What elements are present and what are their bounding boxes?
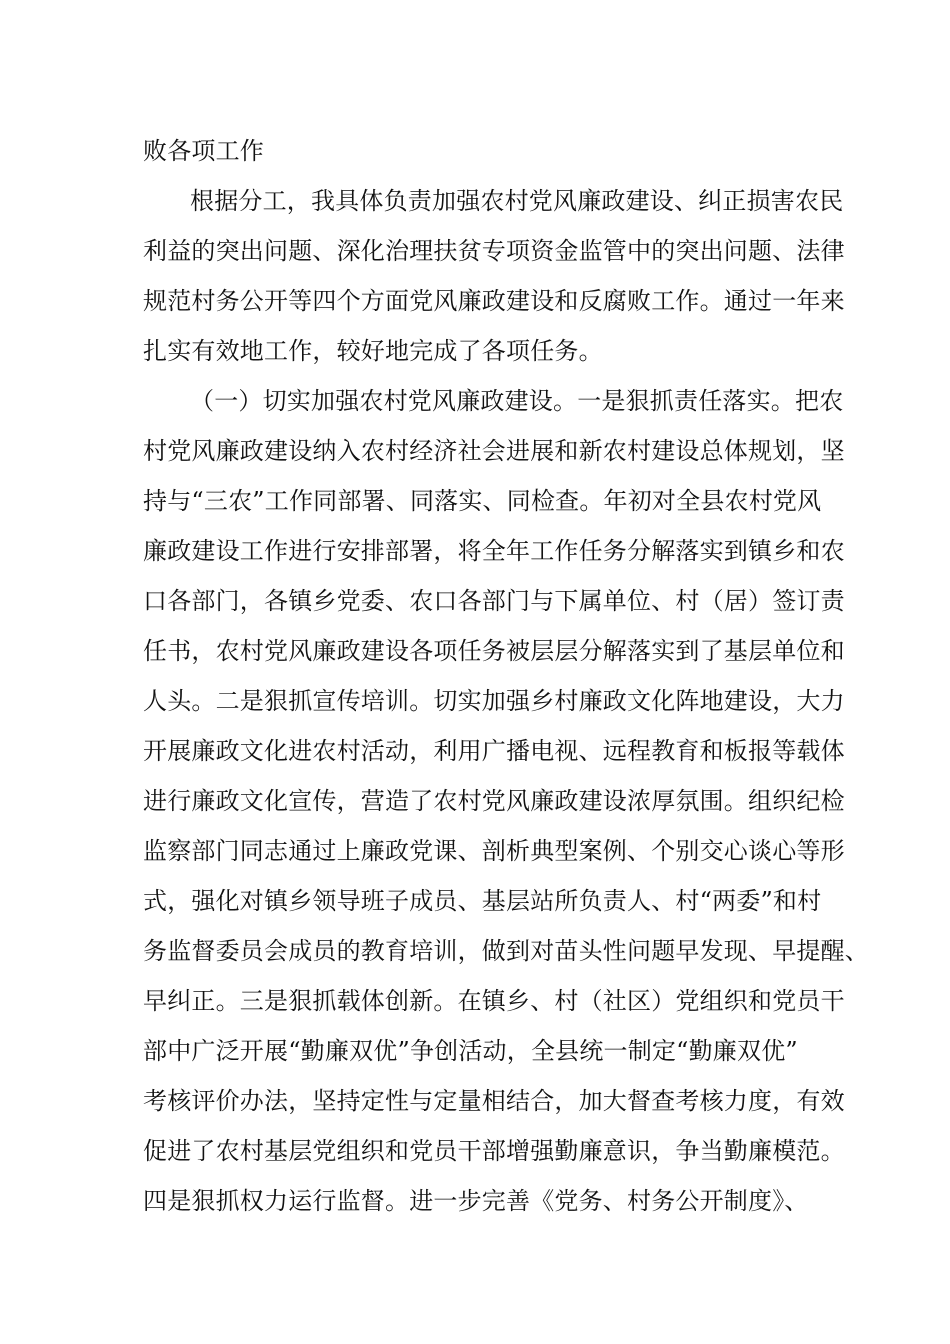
paragraph-1-line-3: 规范村务公开等四个方面党风廉政建设和反腐败工作。通过一年来 (143, 287, 845, 315)
text-line-1: 败各项工作 (143, 137, 264, 165)
paragraph-2-line-7: 人头。二是狠抓宣传培训。切实加强乡村廉政文化阵地建设，大力 (143, 687, 845, 715)
paragraph-2-line-17: 四是狠抓权力运行监督。进一步完善《党务、村务公开制度》、 (143, 1187, 809, 1215)
paragraph-2-line-16: 促进了农村基层党组织和党员干部增强勤廉意识，争当勤廉模范。 (143, 1137, 845, 1165)
paragraph-2-line-15: 考核评价办法，坚持定性与定量相结合，加大督查考核力度，有效 (143, 1087, 845, 1115)
paragraph-1-line-2: 利益的突出问题、深化治理扶贫专项资金监管中的突出问题、法律 (143, 237, 845, 265)
paragraph-1-line-1: 根据分工，我具体负责加强农村党风廉政建设、纠正损害农民 (190, 187, 844, 215)
paragraph-2-line-14: 部中广泛开展“勤廉双优”争创活动，全县统一制定“勤廉双优” (143, 1037, 798, 1065)
paragraph-2-line-12: 务监督委员会成员的教育培训，做到对苗头性问题早发现、早提醒、 (143, 937, 869, 965)
paragraph-2-line-9: 进行廉政文化宣传，营造了农村党风廉政建设浓厚氛围。组织纪检 (143, 787, 845, 815)
paragraph-2-line-8: 开展廉政文化进农村活动，利用广播电视、远程教育和板报等载体 (143, 737, 845, 765)
paragraph-2-line-5: 口各部门，各镇乡党委、农口各部门与下属单位、村（居）签订责 (143, 587, 845, 615)
paragraph-2-line-11: 式，强化对镇乡领导班子成员、基层站所负责人、村“两委”和村 (143, 887, 822, 915)
paragraph-2-line-1: （一）切实加强农村党风廉政建设。一是狠抓责任落实。把农 (190, 387, 844, 415)
paragraph-2-line-10: 监察部门同志通过上廉政党课、剖析典型案例、个别交心谈心等形 (143, 837, 845, 865)
paragraph-2-line-3: 持与“三农”工作同部署、同落实、同检查。年初对全县农村党风 (143, 487, 822, 515)
paragraph-1-line-4: 扎实有效地工作，较好地完成了各项任务。 (143, 337, 603, 365)
paragraph-2-line-4: 廉政建设工作进行安排部署，将全年工作任务分解落实到镇乡和农 (143, 537, 845, 565)
paragraph-2-line-2: 村党风廉政建设纳入农村经济社会进展和新农村建设总体规划，坚 (143, 437, 845, 465)
paragraph-2-line-13: 早纠正。三是狠抓载体创新。在镇乡、村（社区）党组织和党员干 (143, 987, 845, 1015)
paragraph-2-line-6: 任书，农村党风廉政建设各项任务被层层分解落实到了基层单位和 (143, 637, 845, 665)
